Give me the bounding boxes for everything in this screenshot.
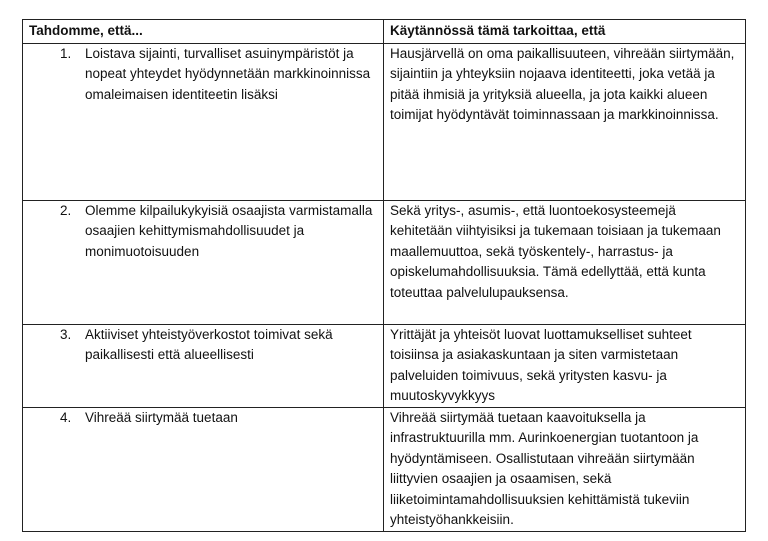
row-number: 1. — [60, 45, 72, 61]
table-row — [23, 324, 746, 407]
goal-text: Olemme kilpailukykyisiä osaajista varmistamalla osaajien kehittymismahdollisuudet ja monimuotoisuuden — [85, 202, 373, 259]
goal-cell — [23, 200, 384, 324]
meaning-cell: Vihreää siirtymää tuetaan kaavoituksella ja infrastruktuurilla mm. Aurinkoenergian tuotantoon ja hyödyntämiseen. Osallistutaan vihreään siirtymään liittyvien osaajien ja osaamisen, sekä liiketoimintamahdollisuuksien kehittämistä tukeviin yhteistyöhankkeisiin. — [384, 407, 746, 531]
table-row — [23, 200, 746, 324]
table-header-row — [23, 20, 746, 44]
row-number: 2. — [60, 202, 72, 218]
goal-text: Vihreää siirtymää tuetaan — [85, 409, 238, 425]
goals-table — [22, 19, 746, 532]
header-meaning: Käytännössä tämä tarkoittaa, että — [384, 20, 746, 44]
goal-cell — [23, 407, 384, 531]
meaning-cell: Hausjärvellä on oma paikallisuuteen, vihreään siirtymään, sijaintiin ja yhteyksiin nojaava identiteetti, joka vetää ja pitää ihmisiä ja yrityksiä alueella, ja jota kaikki alueen toimijat hyödyntävät toiminnassaan ja markkinoinnissa. — [384, 43, 746, 200]
row-number: 4. — [60, 409, 72, 425]
goal-text: Loistava sijainti, turvalliset asuinympäristöt ja nopeat yhteydet hyödynnetään markkinoinnissa omaleimaisen identiteetin lisäksi — [85, 45, 371, 102]
goal-cell — [23, 43, 384, 200]
table-row — [23, 407, 746, 531]
header-goal: Tahdomme, että... — [23, 20, 384, 44]
meaning-cell: Sekä yritys-, asumis-, että luontoekosysteemejä kehitetään viihtyisiksi ja tukemaan toisiaan ja tukemaan maallemuuttoa, sekä työskentely-, harrastus- ja opiskelumahdollisuuksia. Tämä edellyttää, että kunta toteuttaa palvelulupauksensa. — [384, 200, 746, 324]
goal-text: Aktiiviset yhteistyöverkostot toimivat sekä paikallisesti että alueellisesti — [85, 326, 333, 362]
meaning-cell: Yrittäjät ja yhteisöt luovat luottamukselliset suhteet toisiinsa ja asiakaskuntaan ja siten varmistetaan palveluiden toimivuus, sekä yritysten kasvu- ja muutoskyvykkyys — [384, 324, 746, 407]
row-number: 3. — [60, 326, 72, 342]
goal-cell — [23, 324, 384, 407]
table-row — [23, 43, 746, 200]
